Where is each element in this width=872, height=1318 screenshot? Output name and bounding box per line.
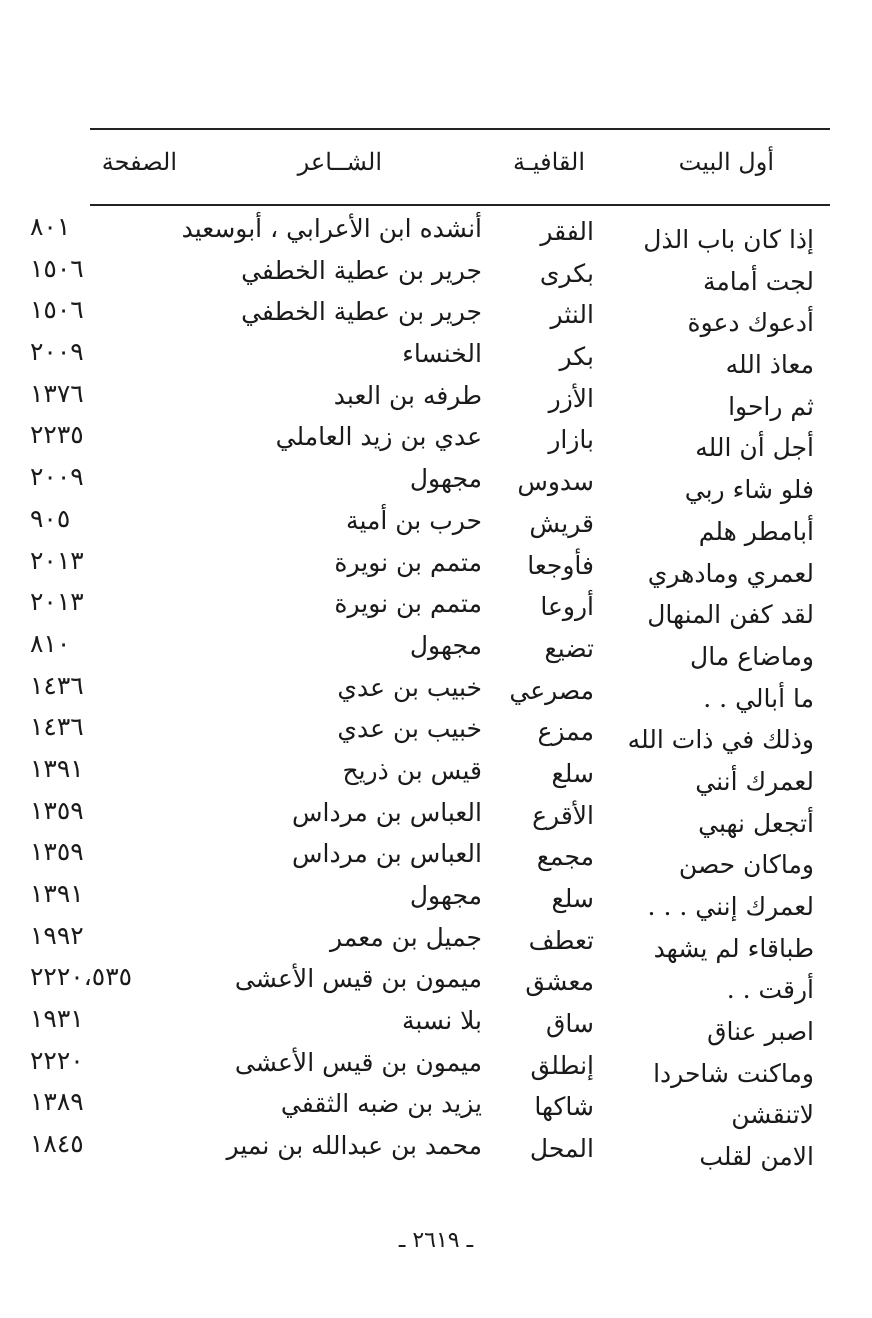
cell-rhyme: بكر: [559, 342, 594, 372]
cell-first-verse: أدعوك دعوة: [687, 308, 814, 338]
cell-rhyme: معشق: [525, 967, 594, 997]
cell-first-verse: ثم راحوا: [728, 391, 814, 421]
cell-first-verse: لعمري ومادهري: [647, 558, 814, 588]
cell-rhyme: أروعا: [540, 592, 594, 622]
cell-poet: العباس بن مرداس: [292, 839, 482, 869]
table-row: [0, 420, 872, 462]
table-row: [0, 587, 872, 629]
cell-rhyme: بكرى: [539, 258, 594, 288]
table-row: [0, 629, 872, 671]
cell-first-verse: لجت أمامة: [703, 266, 814, 296]
table-row: [0, 295, 872, 337]
cell-page: ٢٠١٣: [30, 587, 84, 617]
page-number: ـ ٢٦١٩ ـ: [398, 1228, 474, 1253]
header-first-verse: أول البيت: [678, 148, 774, 176]
cell-first-verse: وماضاع مال: [690, 641, 814, 671]
cell-poet: جرير بن عطية الخطفي: [241, 297, 482, 327]
cell-page: ١٣٥٩: [30, 837, 84, 867]
cell-poet: بلا نسبة: [401, 1006, 482, 1036]
table-row: [0, 921, 872, 963]
cell-page: ٢٢٢٠: [30, 1045, 84, 1075]
cell-page: ٨١٠: [30, 628, 71, 658]
cell-page: ١٥٠٦: [30, 253, 84, 283]
table-body: [0, 212, 872, 1171]
cell-poet: خبيب بن عدي: [337, 714, 482, 744]
cell-rhyme: قريش: [529, 508, 594, 538]
cell-first-verse: معاذ الله: [725, 350, 814, 380]
table-row: [0, 837, 872, 879]
table-row: [0, 1129, 872, 1171]
cell-first-verse: لاتنقشن: [731, 1100, 814, 1130]
table-row: [0, 1087, 872, 1129]
cell-poet: الخنساء: [402, 339, 482, 369]
cell-poet: أنشده ابن الأعرابي ، أبوسعيد: [181, 214, 482, 243]
table-row: [0, 504, 872, 546]
cell-rhyme: سدوس: [517, 467, 594, 497]
cell-rhyme: الفقر: [540, 217, 594, 246]
cell-poet: يزيد بن ضبه الثقفي: [280, 1089, 482, 1119]
cell-rhyme: المحل: [529, 1134, 594, 1164]
cell-page: ١٣٩١: [30, 753, 84, 783]
cell-first-verse: أجل أن الله: [695, 433, 814, 463]
cell-rhyme: ساق: [546, 1009, 594, 1039]
cell-rhyme: الأقرع: [532, 800, 594, 830]
cell-rhyme: الأزر: [548, 383, 594, 413]
cell-rhyme: ممزع: [537, 717, 594, 747]
cell-poet: ميمون بن قيس الأعشى: [234, 964, 482, 994]
cell-first-verse: إذا كان باب الذل: [643, 225, 814, 254]
cell-first-verse: الامن لقلب: [699, 1142, 814, 1172]
cell-first-verse: لقد كفن المنهال: [647, 600, 814, 630]
cell-page: ٢٢٢٠،٥٣٥: [30, 962, 133, 992]
cell-page: ١٨٤٥: [30, 1129, 84, 1159]
table-row: [0, 254, 872, 296]
cell-first-verse: لعمرك أنني: [695, 766, 814, 796]
cell-rhyme: تضيع: [544, 633, 594, 663]
cell-first-verse: أبامطر هلم: [698, 516, 814, 546]
cell-poet: متمم بن نويرة: [334, 589, 482, 619]
cell-rhyme: شاكها: [534, 1092, 594, 1122]
cell-page: ١٤٣٦: [30, 670, 84, 700]
table-row: [0, 1046, 872, 1088]
cell-first-verse: لعمرك إنني . . .: [647, 892, 814, 921]
table-row: [0, 379, 872, 421]
cell-page: ٢٠٠٩: [30, 462, 84, 492]
table-row: [0, 337, 872, 379]
cell-poet: عدي بن زيد العاملي: [275, 422, 482, 452]
cell-page: ١٩٣١: [30, 1004, 84, 1034]
cell-rhyme: مصرعي: [509, 675, 594, 705]
cell-poet: طرفه بن العبد: [333, 380, 482, 410]
table-row: [0, 671, 872, 713]
cell-rhyme: إنطلق: [530, 1050, 594, 1080]
cell-first-verse: وماكنت شاحردا: [653, 1058, 814, 1088]
cell-first-verse: اصبر عناق: [707, 1017, 814, 1047]
cell-first-verse: أتجعل نهبي: [698, 808, 814, 838]
cell-rhyme: تعطف: [528, 925, 594, 955]
table-header-rule: [90, 204, 830, 206]
cell-poet: حرب بن أمية: [346, 505, 482, 535]
cell-poet: قيس بن ذريح: [342, 755, 482, 785]
table-row: [0, 879, 872, 921]
table-row: [0, 212, 872, 254]
table-row: [0, 546, 872, 588]
cell-page: ٢٠٠٩: [30, 337, 84, 367]
cell-poet: مجهول: [409, 464, 482, 494]
table-header: [0, 140, 872, 190]
cell-page: ١٣٧٦: [30, 378, 84, 408]
cell-page: ١٥٠٦: [30, 295, 84, 325]
cell-first-verse: أرقت . .: [726, 975, 814, 1005]
cell-page: ١٩٩٢: [30, 920, 84, 950]
cell-poet: جرير بن عطية الخطفي: [241, 255, 482, 285]
cell-page: ٢٢٣٥: [30, 420, 84, 450]
cell-page: ١٣٥٩: [30, 795, 84, 825]
header-page: الصفحة: [101, 148, 177, 176]
cell-poet: متمم بن نويرة: [334, 547, 482, 577]
cell-page: ١٣٩١: [30, 879, 84, 908]
cell-poet: خبيب بن عدي: [337, 672, 482, 702]
cell-rhyme: سلع: [551, 758, 594, 788]
header-rhyme: القافيـة: [512, 148, 585, 176]
cell-rhyme: سلع: [551, 884, 594, 913]
cell-first-verse: طباقاء لم يشهد: [653, 933, 814, 963]
table-row: [0, 462, 872, 504]
cell-rhyme: بازار: [548, 425, 594, 455]
cell-poet: محمد بن عبدالله بن نمير: [226, 1131, 482, 1161]
cell-rhyme: النثر: [550, 300, 594, 330]
cell-page: ٨٠١: [30, 212, 71, 241]
cell-first-verse: فلو شاء ربي: [684, 475, 814, 505]
table-row: [0, 712, 872, 754]
table-row: [0, 1004, 872, 1046]
cell-first-verse: وماكان حصن: [678, 850, 814, 880]
cell-page: ١٤٣٦: [30, 712, 84, 742]
cell-page: ٩٠٥: [30, 503, 71, 533]
cell-poet: جميل بن معمر: [330, 922, 482, 952]
cell-rhyme: مجمع: [536, 842, 594, 872]
cell-page: ٢٠١٣: [30, 545, 84, 575]
cell-poet: مجهول: [409, 881, 482, 910]
cell-rhyme: فأوجعا: [527, 550, 594, 580]
table-top-rule: [90, 128, 830, 130]
cell-poet: العباس بن مرداس: [292, 797, 482, 827]
table-row: [0, 962, 872, 1004]
cell-page: ١٣٨٩: [30, 1087, 84, 1117]
cell-poet: مجهول: [409, 630, 482, 660]
table-row: [0, 796, 872, 838]
cell-first-verse: ما أبالي . .: [703, 683, 814, 713]
cell-first-verse: وذلك في ذات الله: [627, 725, 814, 755]
cell-poet: ميمون بن قيس الأعشى: [234, 1047, 482, 1077]
table-row: [0, 754, 872, 796]
header-poet: الشــاعر: [297, 148, 382, 176]
